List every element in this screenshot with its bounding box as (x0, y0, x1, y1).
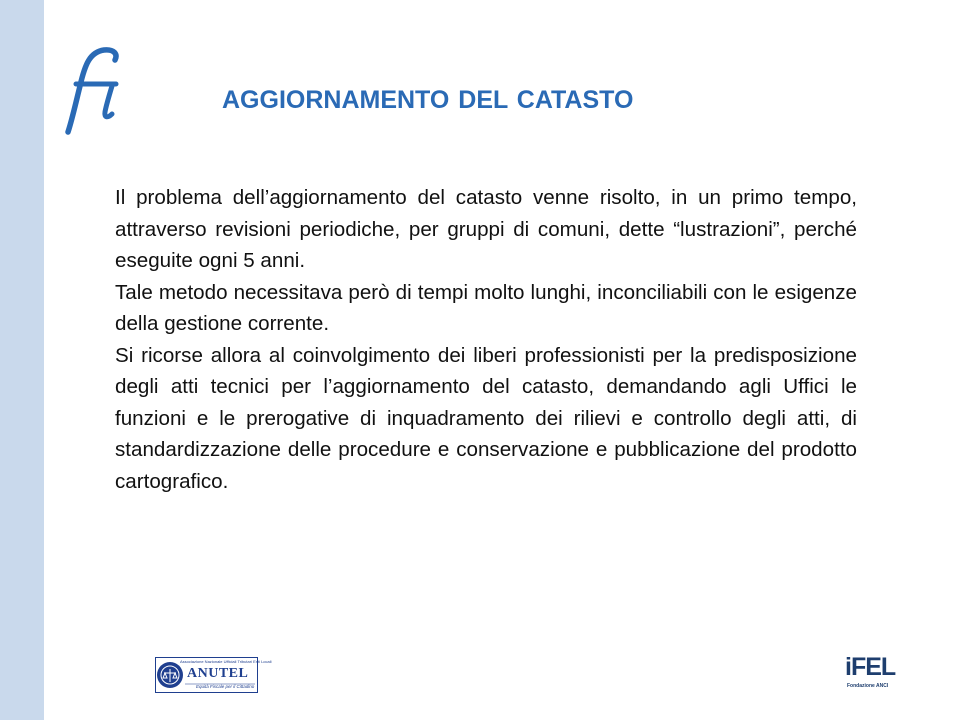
slide-title: AGGIORNAMENTO DEL CATASTO (222, 86, 634, 114)
left-accent-bar (0, 0, 44, 720)
anutel-name: ANUTEL (187, 666, 249, 681)
anutel-tagline: Equità Fiscale per il Cittadino (196, 684, 255, 689)
body-paragraph-2: Tale metodo necessitava però di tempi molto lunghi, inconciliabili con le esigenze della gestione corrente. (115, 280, 857, 335)
slide-body (115, 182, 857, 497)
ifel-subtitle: Fondazione ANCI (847, 683, 889, 689)
anutel-association-text: Associazione Nazionale Ufficiali Tributari Enti Locali (180, 659, 272, 664)
body-paragraph-3: Si ricorse allora al coinvolgimento dei liberi professionisti per la predisposizione degli atti tecnici per l’aggiornamento del catasto, demandando agli Uffici le funzioni e le prerogative di inquadramento dei rilievi e controllo degli atti, di standardizzazione delle procedure e conservazione e pubblicazione del prodotto cartografico. (115, 343, 857, 493)
fi-monogram-icon (58, 40, 128, 136)
ifel-logo: iFEL (845, 653, 896, 681)
body-paragraph-1: Il problema dell’aggiornamento del catasto venne risolto, in un primo tempo, attraverso revisioni periodiche, per gruppi di comuni, dette “lustrazioni”, perché eseguite ogni 5 anni. (115, 186, 857, 272)
